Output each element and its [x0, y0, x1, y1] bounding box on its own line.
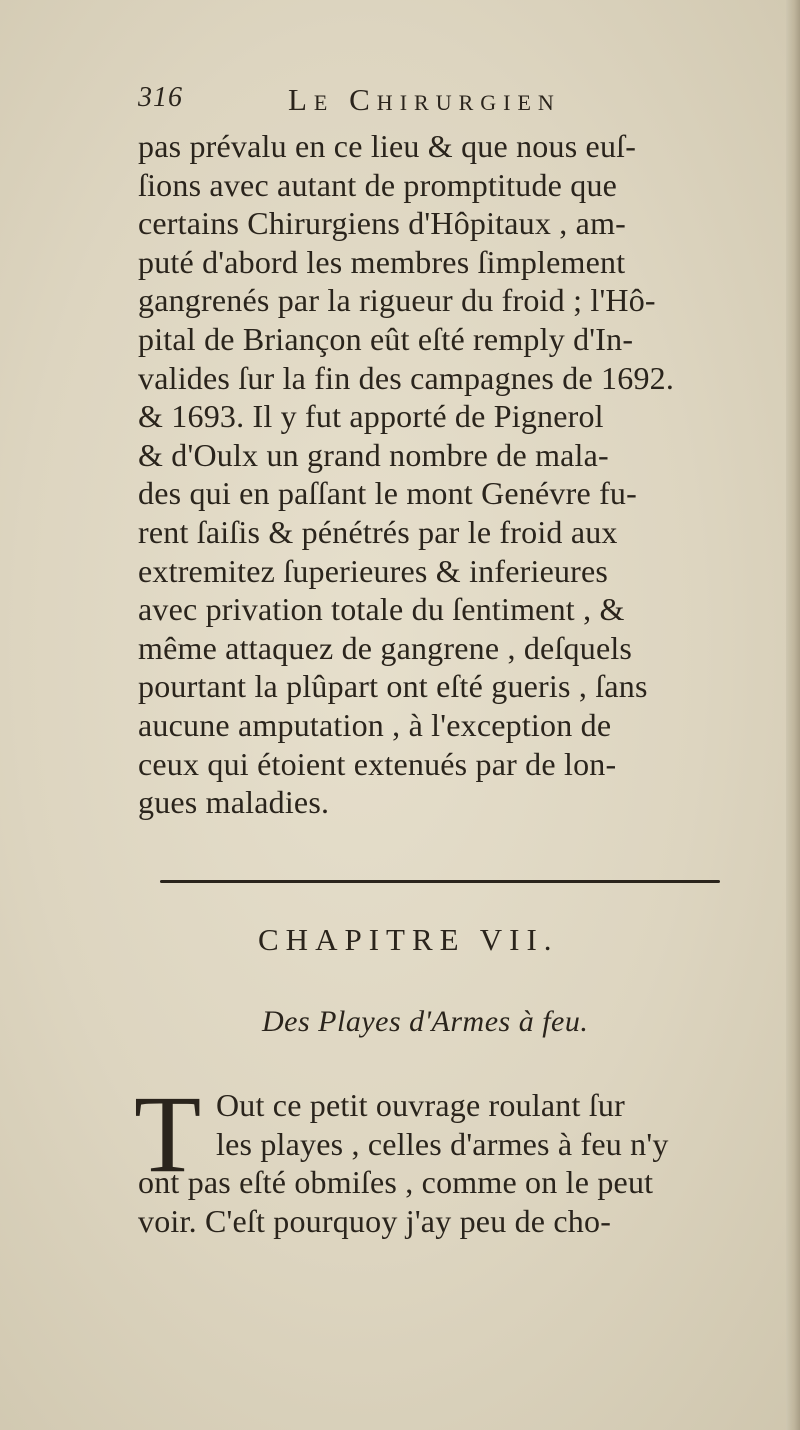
- text-line: puté d'abord les membres ſimplement: [138, 243, 626, 280]
- text-line: certains Chirurgiens d'Hôpitaux , am-: [138, 205, 627, 242]
- text-line: pital de Briançon eût eſté remply d'In-: [138, 320, 634, 357]
- drop-cap: T: [134, 1073, 202, 1195]
- chapter-heading: CHAPITRE VII.: [258, 922, 559, 957]
- text-line: des qui en paſſant le mont Genévre fu-: [138, 475, 637, 512]
- text-line: les playes , celles d'armes à feu n'y: [216, 1125, 669, 1162]
- text-line: extremitez ſuperieures & inferieures: [138, 552, 609, 589]
- text-line: valides ſur la fin des campagnes de 1692.: [138, 359, 675, 396]
- text-line: & d'Oulx un grand nombre de mala-: [138, 436, 609, 473]
- page-edge: [786, 0, 800, 1430]
- text-line: ſions avec autant de promptitude que: [138, 166, 618, 203]
- text-line: pas prévalu en ce lieu & que nous euſ-: [138, 128, 637, 164]
- page-number: 316: [138, 82, 183, 113]
- text-line: même attaquez de gangrene , deſquels: [138, 629, 633, 666]
- text-line: & 1693. Il y fut apporté de Pignerol: [138, 398, 604, 435]
- text-line: aucune amputation , à l'exception de: [138, 706, 612, 743]
- text-line: pourtant la plûpart ont eſté gueris , ſans: [138, 668, 648, 705]
- text-line: avec privation totale du ſentiment , &: [138, 591, 625, 628]
- chapter-subtitle: Des Playes d'Armes à feu.: [262, 1005, 589, 1038]
- text-line: gues maladies.: [138, 784, 330, 821]
- text-line: voir. C'eſt pourquoy j'ay peu de cho-: [138, 1202, 612, 1239]
- text-line: Out ce petit ouvrage roulant ſur: [216, 1087, 625, 1123]
- text-line: ont pas eſté obmiſes , comme on le peut: [138, 1164, 654, 1201]
- page-header: [138, 82, 658, 126]
- paragraph-1: [138, 127, 758, 822]
- paragraph-2: [138, 1086, 758, 1240]
- text-line: gangrenés par la rigueur du froid ; l'Hô-: [138, 282, 656, 319]
- text-line: rent ſaiſis & pénétrés par le froid aux: [138, 513, 618, 550]
- text-line: ceux qui étoient extenués par de lon-: [138, 745, 617, 782]
- horizontal-rule: [160, 880, 720, 883]
- running-head: Le Chirurgien: [288, 82, 561, 117]
